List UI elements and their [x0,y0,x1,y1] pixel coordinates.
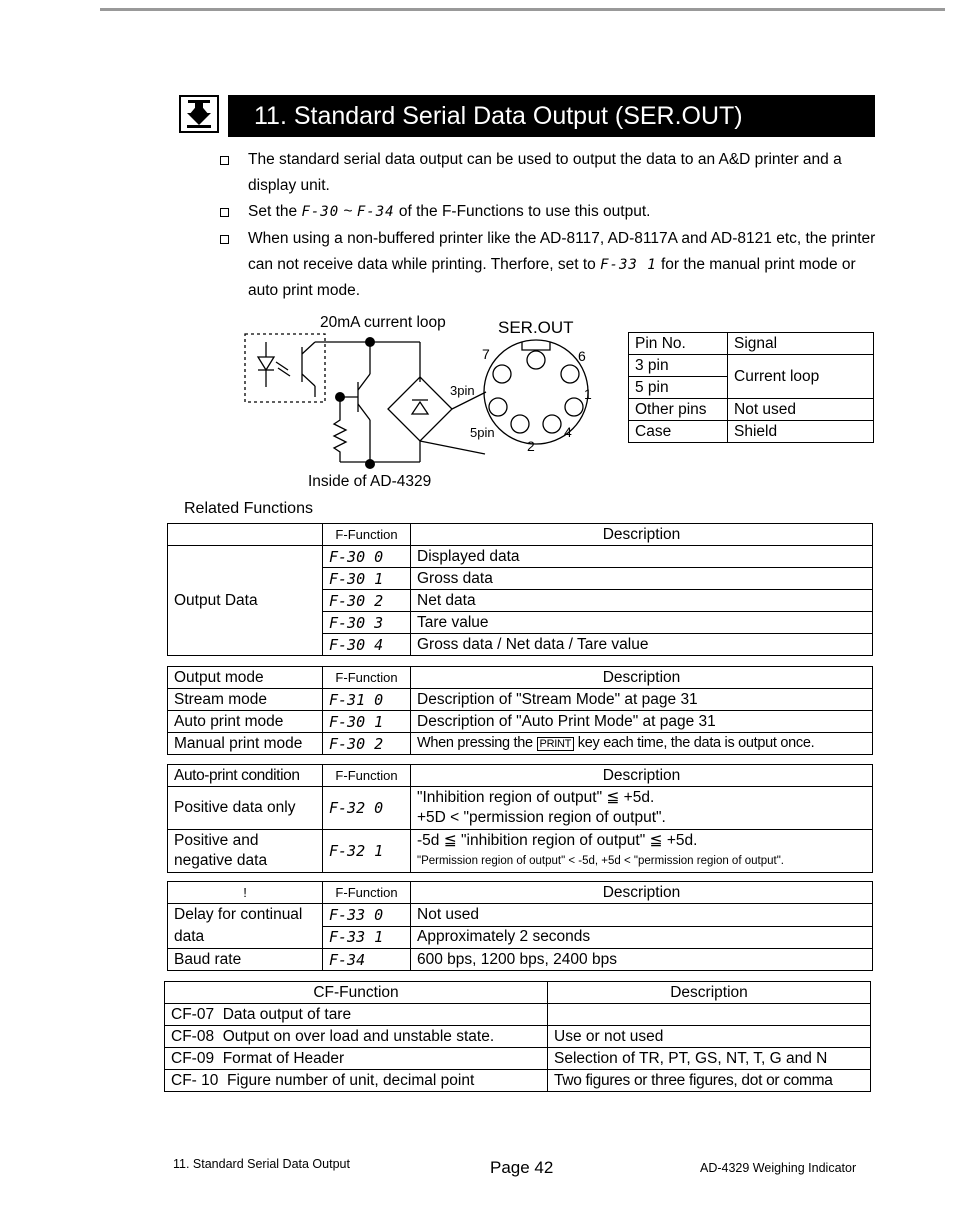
diagram-caption: Inside of AD-4329 [308,473,432,490]
footer-left: 11. Standard Serial Data Output [173,1157,350,1171]
print-key-icon: PRINT [537,737,575,751]
scan-edge-line [100,8,945,11]
output-mode-table: Output mode F-Function Description Stream mode F-31 0 Description of "Stream Mode" at page 31 Auto print mode F-30 1 Description of "Auto Print Mode" at page 31 Manual print mode F-30 2 When pressing the PRINT key each time, the data is output once. [167,666,873,755]
diagram-label-loop: 20mA current loop [320,314,446,331]
bullet-item: When using a non-buffered printer like the AD-8117, AD-8117A and AD-8121 etc, the printer can not receive data while printing. Therfore, set to F-33 1 for the manual print mode or auto print mode. [220,226,880,304]
diagram-pin-number: 6 [578,348,586,364]
footer-right: AD-4329 Weighing Indicator [700,1161,857,1175]
output-data-table: F-Function Description Output Data F-30 0 Displayed data F-30 1 Gross data F-30 2 Net data F-30 3 Tare value F-30 4 Gross data / Net data / Tare value [167,523,873,656]
related-functions-title: Related Functions [184,500,313,517]
bullet-square-icon [220,235,229,244]
bullet-item: The standard serial data output can be used to output the data to an A&D printer and a display unit. [220,147,880,199]
diagram-pin-number: 4 [564,424,572,440]
diagram-pin-number: 2 [527,438,535,454]
cf-function-table: CF-Function Description CF-07 Data output of tare CF-08 Output on over load and unstable state. Use or not used CF-09 Format of Header Selection of TR, PT, GS, NT, T, G and N CF- 10 Figure number of unit, decimal point Two figures or three figures, dot or comma [164,981,871,1092]
diagram-label-ser-out: SER.OUT [498,318,574,337]
page-number: Page 42 [490,1158,554,1177]
auto-print-table: Auto-print condition F-Function Description Positive data only F-32 0 "Inhibition region of output" ≦ +5d. +5D < "permission region of output". Positive and negative data F-32 1 -5d ≦ "inhibition region of output" ≦ +5d. "Permission region of output" < -5d, +5d < "permission region of output". [167,764,873,873]
diagram-pin-number: 1 [584,386,592,402]
bullet-square-icon [220,208,229,217]
bullet-item: Set the F-30 ~ F-34 of the F-Functions to use this output. [220,199,880,225]
diagram-label-5pin: 5pin [470,425,495,440]
circuit-diagram [240,312,600,492]
pin-table: Pin No. Signal 3 pin Current loop 5 pin Other pins Not used Case Shield [628,332,874,443]
diagram-label-3pin: 3pin [450,383,475,398]
down-arrow-icon [179,95,219,133]
section-title: 11. Standard Serial Data Output (SER.OUT) [228,95,875,137]
bullet-square-icon [220,156,229,165]
delay-baud-table: ! F-Function Description Delay for continual data F-33 0 Not used F-33 1 Approximately 2 seconds Baud rate F-34 600 bps, 1200 bps, 2400 bps [167,881,873,971]
diagram-pin-number: 7 [482,346,490,362]
